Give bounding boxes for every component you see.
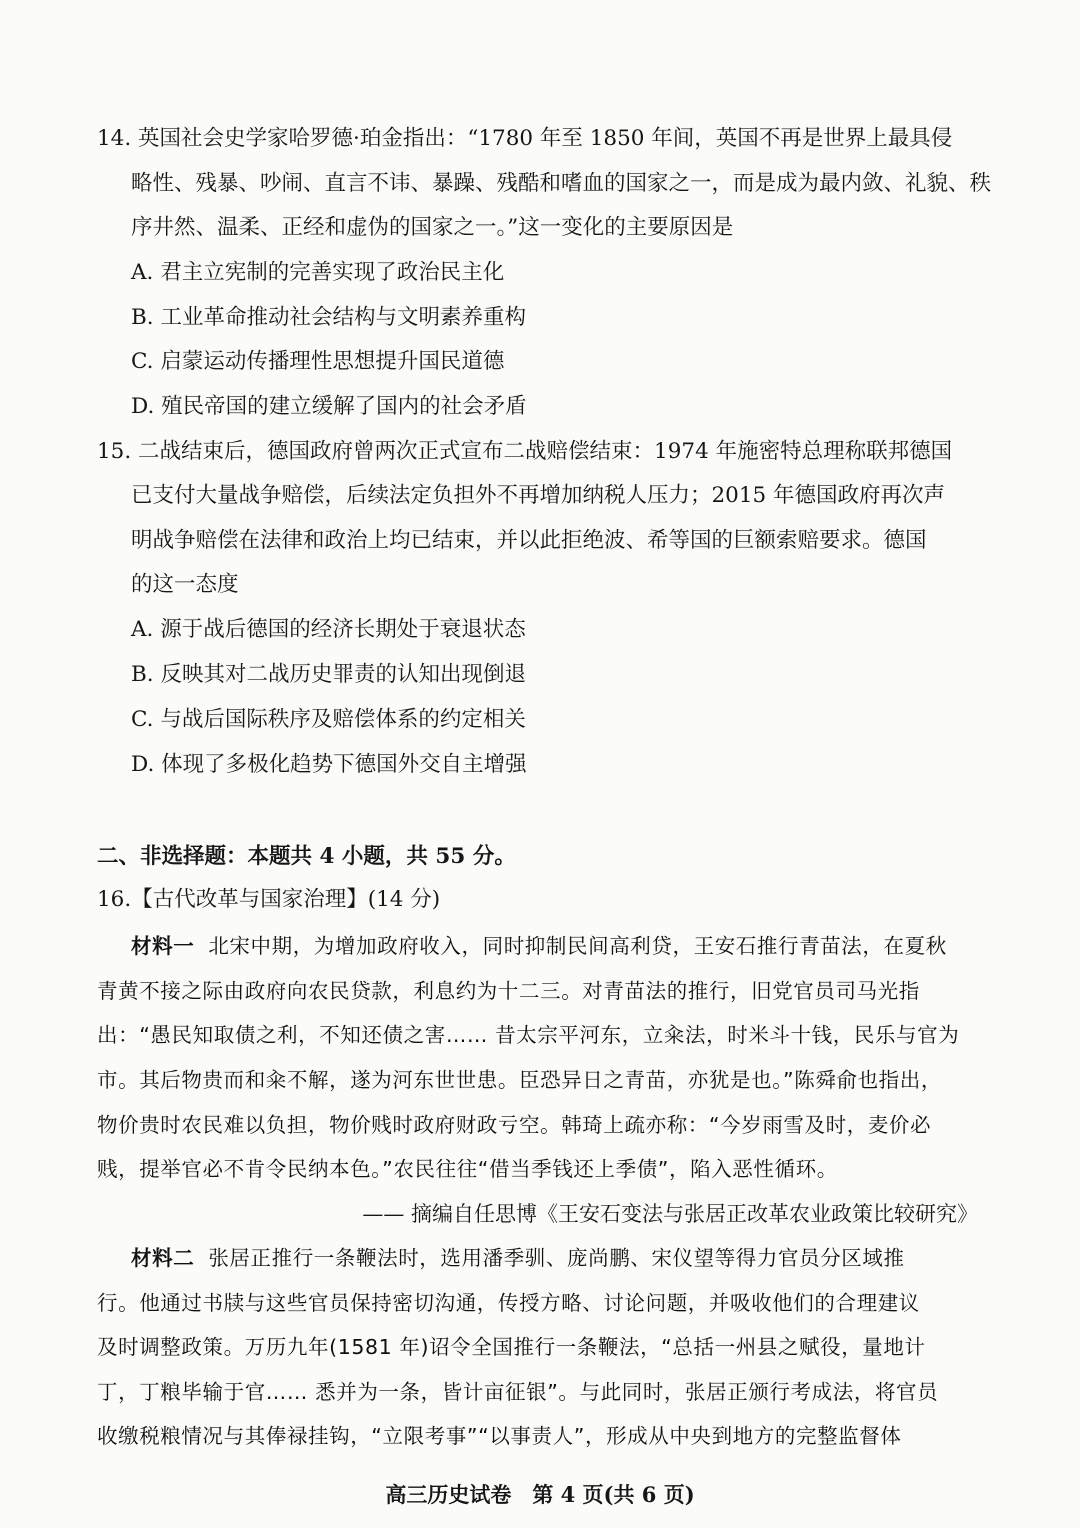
q15-option-a: A. 源于战后德国的经济长期处于衰退状态 [131, 617, 526, 642]
material2-line-2: 行。他通过书牍与这些官员保持密切沟通，传授方略、讨论问题，并吸收他们的合理建议 [97, 1291, 920, 1315]
material1-source: —— 摘编自任思博《王安石变法与张居正改革农业政策比较研究》 [362, 1202, 978, 1226]
q14-option-d: D. 殖民帝国的建立缓解了国内的社会矛盾 [131, 394, 527, 419]
q15-option-c: C. 与战后国际秩序及赔偿体系的约定相关 [131, 707, 526, 732]
q15-option-d: D. 体现了多极化趋势下德国外交自主增强 [131, 752, 527, 777]
q15-option-b: B. 反映其对二战历史罪责的认知出现倒退 [131, 662, 526, 687]
material1-text: 北宋中期，为增加政府收入，同时抑制民间高利贷，王安石推行青苗法，在夏秋 [208, 934, 947, 958]
q15-stem-line-3: 明战争赔偿在法律和政治上均已结束，并以此拒绝波、希等国的巨额索赔要求。德国 [131, 528, 927, 553]
material2-label: 材料二 [131, 1246, 195, 1270]
material1-line-2: 青黄不接之际由政府向农民贷款，利息约为十二三。对青苗法的推行，旧党官员司马光指 [97, 979, 920, 1003]
q15-stem-line-4: 的这一态度 [131, 572, 239, 597]
q14-option-a: A. 君主立宪制的完善实现了政治民主化 [131, 260, 505, 285]
q14-stem-line-1: 14. 英国社会史学家哈罗德·珀金指出：“1780 年至 1850 年间，英国不再是世界上最具侵 [97, 126, 953, 151]
q14-option-c: C. 启蒙运动传播理性思想提升国民道德 [131, 349, 505, 374]
material1-line-5: 物价贵时农民难以负担，物价贱时政府财政亏空。韩琦上疏亦称：“今岁雨雪及时，麦价必 [97, 1113, 932, 1137]
material2-text: 张居正推行一条鞭法时，选用潘季驯、庞尚鹏、宋仪望等得力官员分区域推 [208, 1246, 905, 1270]
q14-stem-line-3: 序井然、温柔、正经和虚伪的国家之一。”这一变化的主要原因是 [131, 215, 734, 240]
q14-option-b: B. 工业革命推动社会结构与文明素养重构 [131, 305, 526, 330]
material2-line-4: 丁，丁粮毕输于官…… 悉并为一条，皆计亩征银”。与此同时，张居正颁行考成法，将官员 [97, 1380, 939, 1404]
q15-stem-line-1: 15. 二战结束后，德国政府曾两次正式宣布二战赔偿结束：1974 年施密特总理称联邦德国 [97, 439, 953, 464]
material1-line-1 [131, 931, 947, 961]
material1-label: 材料一 [131, 934, 195, 958]
q15-stem-line-2: 已支付大量战争赔偿，后续法定负担外不再增加纳税人压力；2015 年德国政府再次声 [131, 483, 946, 508]
section-heading: 二、非选择题：本题共 4 小题，共 55 分。 [97, 844, 516, 869]
page-footer: 高三历史试卷 第 4 页(共 6 页) [385, 1482, 695, 1507]
material2-line-5: 收缴税粮情况与其俸禄挂钩，“立限考事”“以事责人”，形成从中央到地方的完整监督体 [97, 1424, 902, 1448]
material1-line-4: 市。其后物贵而和籴不解，遂为河东世世患。臣恐异日之青苗，亦犹是也。”陈舜俞也指出， [97, 1068, 942, 1092]
material2-line-3: 及时调整政策。万历九年(1581 年)诏令全国推行一条鞭法，“总括一州县之赋役，量地计 [97, 1335, 926, 1359]
q16-title: 16.【古代改革与国家治理】(14 分) [97, 887, 441, 912]
q14-stem-line-2: 略性、残暴、吵闹、直言不讳、暴躁、残酷和嗜血的国家之一，而是成为最内敛、礼貌、秩 [131, 171, 992, 196]
material1-line-6: 贱，提举官必不肯令民纳本色。”农民往往“借当季钱还上季债”，陷入恶性循环。 [97, 1157, 838, 1181]
material2-line-1 [131, 1243, 905, 1273]
material1-line-3: 出：“愚民知取债之利，不知还债之害…… 昔太宗平河东，立籴法，时米斗十钱，民乐与官为 [97, 1023, 960, 1047]
